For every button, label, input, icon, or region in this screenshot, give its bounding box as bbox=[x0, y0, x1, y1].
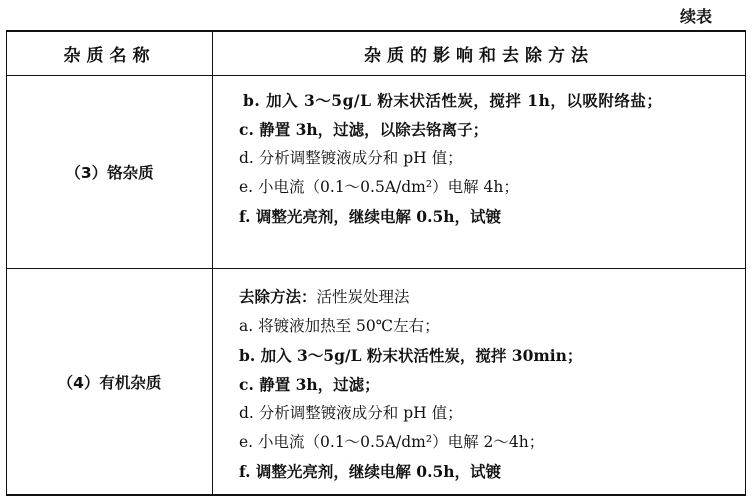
step-c: c. 静置 3h，过滤； bbox=[239, 375, 380, 394]
step-f: f. 调整光亮剂，继续电解 0.5h，试镀 bbox=[239, 207, 502, 226]
step-e: e. 小电流（0.1～0.5A/dm²）电解 2～4h； bbox=[239, 433, 545, 451]
step-d: d. 分析调整镀液成分和 pH 值； bbox=[239, 404, 463, 422]
step-b: b. 加入 3～5g/L 粉末状活性炭，搅拌 30min； bbox=[239, 346, 583, 365]
impurity-name-cell: （4）有机杂质 bbox=[7, 269, 213, 496]
method-value: 活性炭处理法 bbox=[316, 288, 410, 306]
removal-steps-cell bbox=[213, 269, 746, 496]
removal-method bbox=[223, 282, 737, 312]
header-impurity-name: 杂质名称 bbox=[7, 31, 213, 76]
table-row-chromium bbox=[7, 76, 746, 269]
impurity-name-cell: （3）铬杂质 bbox=[7, 76, 213, 269]
method-label: 去除方法： bbox=[239, 287, 317, 306]
header-row bbox=[7, 31, 746, 76]
step-b: b. 加入 3～5g/L 粉末状活性炭，搅拌 1h，以吸附络盐； bbox=[243, 91, 663, 110]
step-d: d. 分析调整镀液成分和 pH 值； bbox=[239, 149, 463, 167]
step-a: a. 将镀液加热至 50℃左右； bbox=[239, 317, 440, 335]
continued-table-label: 续表 bbox=[679, 7, 712, 26]
table-row-organic bbox=[7, 269, 746, 496]
removal-steps-cell bbox=[213, 76, 746, 269]
impurity-table bbox=[6, 30, 746, 496]
step-f: f. 调整光亮剂，继续电解 0.5h，试镀 bbox=[239, 462, 502, 481]
header-effect-and-removal: 杂质的影响和去除方法 bbox=[213, 31, 746, 76]
step-c: c. 静置 3h，过滤，以除去铬离子； bbox=[239, 120, 489, 139]
step-e: e. 小电流（0.1～0.5A/dm²）电解 4h； bbox=[239, 178, 519, 196]
